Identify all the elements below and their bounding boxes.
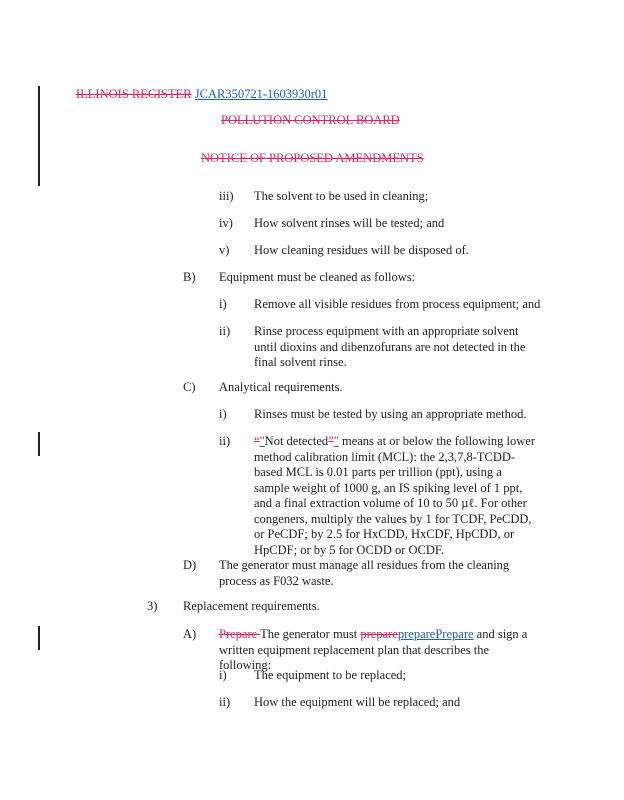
item-text: How cleaning residues will be disposed of.	[254, 243, 469, 257]
deleted-word: Prepare	[219, 627, 261, 641]
item-label: D)	[183, 558, 197, 572]
deleted-word: prepare	[360, 627, 398, 641]
item-label: ii)	[219, 324, 231, 338]
item-text: Remove all visible residues from process equipment; and	[254, 297, 541, 311]
register-inserted: JCAR350721-1603930r01	[194, 87, 328, 101]
item-label: ii)	[219, 695, 231, 709]
item-label: A)	[183, 627, 197, 641]
item-label: v)	[219, 243, 230, 257]
text-run: and sign a written equipment replacement plan that describes the following:	[219, 627, 528, 672]
item-text: Rinses must be tested by using an appropriate method.	[254, 407, 527, 421]
deleted-quote: ”	[328, 434, 334, 448]
item-label: i)	[219, 668, 227, 682]
item-label: C)	[183, 380, 196, 394]
item-text: Analytical requirements.	[219, 380, 343, 394]
item-text: Rinse process equipment with an appropriate solvent until dioxins and dibenzofurans are not detected in the final solvent rinse.	[254, 324, 526, 369]
item-label: i)	[219, 407, 227, 421]
register-header	[76, 87, 327, 102]
item-label: iv)	[219, 216, 233, 230]
inserted-word: Prepare	[435, 627, 474, 641]
item-label: iii)	[219, 189, 234, 203]
item-text: Equipment must be cleaned as follows:	[219, 270, 416, 284]
defined-term: Not detected	[264, 434, 329, 448]
revision-bar-middle	[38, 432, 40, 456]
notice-title: NOTICE OF PROPOSED AMENDMENTS	[201, 151, 424, 165]
item-text: The generator must manage all residues from the cleaning process as F032 waste.	[219, 558, 510, 588]
inserted-quote: "	[259, 434, 265, 448]
board-title: POLLUTION CONTROL BOARD	[221, 113, 400, 127]
inserted-word: prepare	[397, 627, 436, 641]
item-label: B)	[183, 270, 196, 284]
definition-text	[254, 434, 539, 558]
item-label: i)	[219, 297, 227, 311]
item-label: ii)	[219, 434, 231, 448]
inserted-quote: "	[333, 434, 339, 448]
deleted-quote: “	[254, 434, 260, 448]
item-text: The solvent to be used in cleaning;	[254, 189, 429, 203]
definition-body: means at or below the following lower method calibration limit (MCL): the 2,3,7,8-TCDD-based MCL is 0.01 parts per trillion (ppt), using a sample weight of 1000 g, an IS spiking level of 1 ppt, and a final extraction volume of 10 to 50 µℓ. For other congeners, multiply the values by 1 for TCDF, PeCDD, or PeCDF; by 2.5 for HxCDD, HxCDF, HpCDD, or HpCDF; or by 5 for OCDD or OCDF.	[254, 434, 535, 557]
revision-bar-top	[38, 86, 40, 186]
item-text: How the equipment will be replaced; and	[254, 695, 461, 709]
item-text: The equipment to be replaced;	[254, 668, 407, 682]
item-text: Replacement requirements.	[183, 599, 320, 613]
revision-bar-bottom	[38, 626, 40, 650]
item-label: 3)	[147, 599, 158, 613]
register-deleted: ILLINOIS REGISTER	[76, 87, 192, 101]
text-run: The generator must	[260, 627, 361, 641]
item-text: How solvent rinses will be tested; and	[254, 216, 445, 230]
amended-text	[219, 627, 539, 674]
